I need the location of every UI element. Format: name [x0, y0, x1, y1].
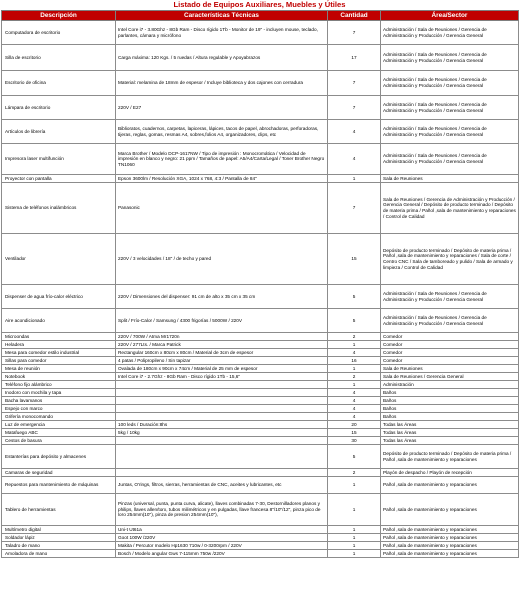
cell-descripcion[interactable]: Matafuego ABC	[2, 429, 116, 437]
table-row	[2, 183, 519, 234]
cell-area-sector[interactable]: Sala de Reuniones	[381, 365, 519, 373]
cell-cantidad[interactable]: 5	[328, 445, 381, 469]
cell-caracteristicas[interactable]: Split / Frío-Calor / Samsung / 4300 frigorías / 5000W / 220V	[116, 309, 328, 333]
cell-area-sector[interactable]: Sala de Reuniones	[381, 175, 519, 183]
cell-descripcion[interactable]: Escritorio de oficina	[2, 71, 116, 96]
cell-area-sector[interactable]: Comedor	[381, 341, 519, 349]
cell-caracteristicas[interactable]: 220V / 700W / Atma Mr1720n	[116, 333, 328, 341]
cell-descripcion[interactable]: Soldador lápiz	[2, 534, 116, 542]
cell-cantidad[interactable]: 17	[328, 45, 381, 71]
table-row	[2, 71, 519, 96]
table-row	[2, 526, 519, 534]
table-row	[2, 469, 519, 477]
cell-caracteristicas[interactable]: 100 leds / Duración:8hs	[116, 421, 328, 429]
cell-caracteristicas[interactable]	[116, 389, 328, 397]
cell-cantidad[interactable]: 1	[328, 381, 381, 389]
cell-caracteristicas[interactable]: Ovalada de 180cm x 90cm x 74cm / Material de 25 mm de espesor	[116, 365, 328, 373]
cell-caracteristicas[interactable]: Carga máxima: 120 Kgs. / 5 ruedas / Altura regulable y Apoyabrazos	[116, 45, 328, 71]
cell-cantidad[interactable]: 15	[328, 429, 381, 437]
cell-descripcion[interactable]: Impresora laser multifunción	[2, 144, 116, 175]
cell-descripcion[interactable]: Proyector con pantalla	[2, 175, 116, 183]
cell-descripcion[interactable]: Mesa de reunión	[2, 365, 116, 373]
table-row	[2, 397, 519, 405]
cell-caracteristicas[interactable]: 220V / E27	[116, 96, 328, 120]
cell-area-sector[interactable]: Pañol ,sala de mantenimiento y reparaciones	[381, 494, 519, 526]
cell-descripcion[interactable]: Grifería monocomando	[2, 413, 116, 421]
cell-descripcion[interactable]: Teléfono fijo alámbrico	[2, 381, 116, 389]
cell-descripcion[interactable]: Sistema de teléfonos inalámbricos	[2, 183, 116, 234]
cell-descripcion[interactable]: Espejo con marco	[2, 405, 116, 413]
cell-caracteristicas[interactable]: Rectangular 160cm x 80cm x 80cm / Material de 3cm de espesor	[116, 349, 328, 357]
cell-area-sector[interactable]: Todas las Áreas	[381, 421, 519, 429]
cell-area-sector[interactable]: Pañol ,sala de mantenimiento y reparaciones	[381, 526, 519, 534]
cell-cantidad[interactable]: 2	[328, 469, 381, 477]
cell-area-sector[interactable]: Administración / Sala de Reuniones / Gerencia de Administración y Producción / Gerencia General	[381, 309, 519, 333]
cell-descripcion[interactable]: Multímetro digital	[2, 526, 116, 534]
table-row	[2, 309, 519, 333]
table-row	[2, 413, 519, 421]
cell-area-sector[interactable]: Administración	[381, 381, 519, 389]
cell-area-sector[interactable]: Comedor	[381, 357, 519, 365]
cell-descripcion[interactable]: Computadora de escritorio	[2, 21, 116, 45]
table-row	[2, 381, 519, 389]
table-row	[2, 373, 519, 381]
cell-caracteristicas[interactable]: 5kg / 10kg	[116, 429, 328, 437]
cell-cantidad[interactable]: 1	[328, 365, 381, 373]
cell-caracteristicas[interactable]: Goot 100W /220V	[116, 534, 328, 542]
cell-cantidad[interactable]: 20	[328, 421, 381, 429]
cell-descripcion[interactable]: Dispenser de agua frío-calor eléctrico	[2, 285, 116, 309]
cell-descripcion[interactable]: Estanterías para depósito y almacenes	[2, 445, 116, 469]
cell-cantidad[interactable]: 7	[328, 183, 381, 234]
table-row	[2, 550, 519, 558]
cell-cantidad[interactable]: 1	[328, 477, 381, 494]
cell-caracteristicas[interactable]	[116, 381, 328, 389]
cell-descripcion[interactable]: Artículos de librería	[2, 120, 116, 144]
table-row	[2, 175, 519, 183]
cell-caracteristicas[interactable]: Juntas, O'rings, filtros, sierras, herramientas de CNC, aceites y lubricantes, etc	[116, 477, 328, 494]
cell-area-sector[interactable]: Administración / Sala de Reuniones / Gerencia de Administración y Producción / Gerencia General	[381, 96, 519, 120]
table-row	[2, 494, 519, 526]
cell-cantidad[interactable]: 4	[328, 405, 381, 413]
cell-caracteristicas[interactable]	[116, 437, 328, 445]
cell-area-sector[interactable]: Administración / Sala de Reuniones / Gerencia de Administración y Producción / Gerencia General	[381, 120, 519, 144]
cell-descripcion[interactable]: Repuestos para mantenimiento de máquinas	[2, 477, 116, 494]
table-row	[2, 365, 519, 373]
cell-area-sector[interactable]: Todas las Áreas	[381, 437, 519, 445]
table-row	[2, 96, 519, 120]
table-row	[2, 421, 519, 429]
cell-caracteristicas[interactable]	[116, 405, 328, 413]
cell-area-sector[interactable]: Pañol ,sala de mantenimiento y reparaciones	[381, 477, 519, 494]
cell-descripcion[interactable]: Lámpara de escritorio	[2, 96, 116, 120]
cell-area-sector[interactable]: Playón de despacho / Playón de recepción	[381, 469, 519, 477]
table-row	[2, 21, 519, 45]
cell-descripcion[interactable]: Microondas	[2, 333, 116, 341]
cell-cantidad[interactable]: 2	[328, 333, 381, 341]
table-row	[2, 45, 519, 71]
cell-descripcion[interactable]: Tablero de herramientas	[2, 494, 116, 526]
cell-caracteristicas[interactable]	[116, 397, 328, 405]
cell-caracteristicas[interactable]: Panasonic	[116, 183, 328, 234]
cell-cantidad[interactable]: 1	[328, 494, 381, 526]
cell-cantidad[interactable]: 7	[328, 71, 381, 96]
cell-cantidad[interactable]: 7	[328, 96, 381, 120]
header-area-sector[interactable]: Área/Sector	[381, 11, 519, 21]
cell-descripcion[interactable]: Bacha lavamanos	[2, 397, 116, 405]
table-row	[2, 144, 519, 175]
cell-area-sector[interactable]: Sala de Reuniones / Gerencia General	[381, 373, 519, 381]
cell-cantidad[interactable]: 30	[328, 437, 381, 445]
table-row	[2, 534, 519, 542]
table-row	[2, 429, 519, 437]
cell-cantidad[interactable]: 1	[328, 542, 381, 550]
cell-area-sector[interactable]: Comedor	[381, 349, 519, 357]
cell-caracteristicas[interactable]: Intel Core i7 - 2.7Ghz - 8Gb Ram - Disco rígido 1Tb - 15,6"	[116, 373, 328, 381]
cell-caracteristicas[interactable]: 220V / 277Lts. / Marca Patrick	[116, 341, 328, 349]
cell-area-sector[interactable]: Comedor	[381, 333, 519, 341]
cell-area-sector[interactable]: Depósito de producto terminado / Depósito de materia prima / Pañol ,sala de mantenimiento y reparaciones	[381, 445, 519, 469]
cell-cantidad[interactable]: 4	[328, 397, 381, 405]
cell-area-sector[interactable]: Administración / Sala de Reuniones / Gerencia de Administración y Producción / Gerencia General	[381, 144, 519, 175]
cell-area-sector[interactable]: Pañol ,sala de mantenimiento y reparaciones	[381, 550, 519, 558]
cell-caracteristicas[interactable]: Pinzas (universal, punta, punta curva, alicate), llaves combinadas 7-30, Destornilladores planos y philips, llaves allen/torx, tubos milimétricos y en pulgadas, llave francesa 8"/10"/12", pinza pico de loro 254mm(10"), pinza de presion 254mm(10"),	[116, 494, 328, 526]
cell-cantidad[interactable]: 1	[328, 526, 381, 534]
cell-descripcion[interactable]: Ventilador	[2, 234, 116, 285]
cell-caracteristicas[interactable]: Marca Brother / Modelo DCP-1617NW / Tipo de impresión : Monocromática / Velocidad de impresión en blanco y negro: 21 ppm / Tamaños de papel: A5/A4/Carta/Legal / Toner Brother Negro TN1060	[116, 144, 328, 175]
cell-caracteristicas[interactable]: 220V / 3 velocidades / 18" / de techo y pared	[116, 234, 328, 285]
table-row	[2, 445, 519, 469]
cell-descripcion[interactable]: Aire acondicionado	[2, 309, 116, 333]
cell-area-sector[interactable]: Pañol ,sala de mantenimiento y reparaciones	[381, 542, 519, 550]
sheet-title: Listado de Equipos Auxiliares, Muebles y Útiles	[173, 0, 346, 9]
table-row	[2, 357, 519, 365]
cell-descripcion[interactable]: Taladro de mano	[2, 542, 116, 550]
table-row	[2, 477, 519, 494]
cell-caracteristicas[interactable]	[116, 413, 328, 421]
cell-cantidad[interactable]: 1	[328, 341, 381, 349]
cell-cantidad[interactable]: 7	[328, 21, 381, 45]
cell-cantidad[interactable]: 15	[328, 234, 381, 285]
spreadsheet-sheet	[1, 0, 518, 558]
header-cantidad[interactable]: Cantidad	[328, 11, 381, 21]
cell-area-sector[interactable]: Administración / Sala de Reuniones / Gerencia de Administración y Producción / Gerencia General	[381, 71, 519, 96]
cell-area-sector[interactable]: Baños	[381, 405, 519, 413]
cell-caracteristicas[interactable]: Material: melamina de 18mm de espesor / Incluye biblioteca y dos cajones con cerradura	[116, 71, 328, 96]
table-row	[2, 389, 519, 397]
table-row	[2, 333, 519, 341]
cell-area-sector[interactable]: Depósito de producto terminado / Depósito de materia prima / Pañol ,sala de mantenimiento y reparaciones / Sala de corte / Centro CNC / Sala de tamboreado y pulido / Sala de armado y limpieza / Control de Calidad	[381, 234, 519, 285]
cell-cantidad[interactable]: 2	[328, 373, 381, 381]
cell-caracteristicas[interactable]	[116, 469, 328, 477]
cell-cantidad[interactable]: 4	[328, 413, 381, 421]
cell-caracteristicas[interactable]: Bosch / Modelo angular Gws 7-115mm 750w /220V	[116, 550, 328, 558]
cell-cantidad[interactable]: 1	[328, 550, 381, 558]
cell-caracteristicas[interactable]: 220V / Dimensiones del dispenser: 91 cm de alto x 35 cm x 35 cm	[116, 285, 328, 309]
cell-area-sector[interactable]: Baños	[381, 413, 519, 421]
table-row	[2, 285, 519, 309]
cell-descripcion[interactable]: Silla de escritorio	[2, 45, 116, 71]
cell-descripcion[interactable]: Heladera	[2, 341, 116, 349]
table-row	[2, 437, 519, 445]
cell-cantidad[interactable]: 4	[328, 349, 381, 357]
cell-area-sector[interactable]: Administración / Sala de Reuniones / Gerencia de Administración y Producción / Gerencia General	[381, 285, 519, 309]
table-row	[2, 234, 519, 285]
equipment-table	[1, 10, 519, 558]
table-row	[2, 120, 519, 144]
cell-caracteristicas[interactable]: Intel Core i7 - 3.80Ghz - 8Gb Ram - Disco rígido 1Tb - Monitor de 19" - incluyen mouse, teclado, parlantes, cámara y micrófono	[116, 21, 328, 45]
cell-descripcion[interactable]: Cestos de basura	[2, 437, 116, 445]
cell-area-sector[interactable]: Todas las Áreas	[381, 429, 519, 437]
header-caracteristicas[interactable]: Características Técnicas	[116, 11, 328, 21]
cell-cantidad[interactable]: 5	[328, 285, 381, 309]
cell-cantidad[interactable]: 1	[328, 534, 381, 542]
cell-area-sector[interactable]: Baños	[381, 389, 519, 397]
header-descripcion[interactable]: Descripción	[2, 11, 116, 21]
cell-caracteristicas[interactable]: 4 patas / Polipropileno / Sin tapizar	[116, 357, 328, 365]
cell-caracteristicas[interactable]: Uni-t Ut61a	[116, 526, 328, 534]
cell-caracteristicas[interactable]: Biblioratos, cuadernos, carpetas, lapiceras, lápices, tacos de papel, abrochadoras, perforadoras, tijeras, reglas, gomas, resmas A4, sobres,folios A4, organizadores, clips, etc	[116, 120, 328, 144]
cell-descripcion[interactable]: Camaras de seguridad	[2, 469, 116, 477]
header-row	[2, 11, 519, 21]
cell-caracteristicas[interactable]	[116, 445, 328, 469]
cell-caracteristicas[interactable]: Makita / Percutor modelo Hp1630 710w / 0-3200rpm / 220V	[116, 542, 328, 550]
table-row	[2, 341, 519, 349]
cell-descripcion[interactable]: Inodoro con mochila y tapa	[2, 389, 116, 397]
table-body	[2, 21, 519, 558]
cell-cantidad[interactable]: 4	[328, 144, 381, 175]
cell-area-sector[interactable]: Administración / Sala de Reuniones / Gerencia de Administración y Producción / Gerencia General	[381, 21, 519, 45]
table-row	[2, 542, 519, 550]
cell-descripcion[interactable]: Amoladora de mano	[2, 550, 116, 558]
cell-descripcion[interactable]: Notebook	[2, 373, 116, 381]
cell-area-sector[interactable]: Administración / Sala de Reuniones / Gerencia de Administración y Producción / Gerencia General	[381, 45, 519, 71]
cell-cantidad[interactable]: 4	[328, 120, 381, 144]
cell-cantidad[interactable]: 5	[328, 309, 381, 333]
cell-area-sector[interactable]: Baños	[381, 397, 519, 405]
cell-descripcion[interactable]: Luz de emergencia	[2, 421, 116, 429]
cell-descripcion[interactable]: Sillas para comedor	[2, 357, 116, 365]
cell-area-sector[interactable]: Sala de Reuniones / Gerencia de Administración y Producción / Gerencia General / Depósito de producto terminado / Depósito de materia prima / Pañol ,sala de mantenimiento y reparaciones / Control de Calidad	[381, 183, 519, 234]
cell-descripcion[interactable]: Mesa para comedor estilo industrial	[2, 349, 116, 357]
cell-area-sector[interactable]: Pañol ,sala de mantenimiento y reparaciones	[381, 534, 519, 542]
cell-cantidad[interactable]: 4	[328, 389, 381, 397]
cell-cantidad[interactable]: 1	[328, 175, 381, 183]
cell-cantidad[interactable]: 16	[328, 357, 381, 365]
table-row	[2, 349, 519, 357]
table-row	[2, 405, 519, 413]
cell-caracteristicas[interactable]: Epson 3600lm / Resolución XGA, 1024 x 768, 4:3 / Pantalla de 84"	[116, 175, 328, 183]
